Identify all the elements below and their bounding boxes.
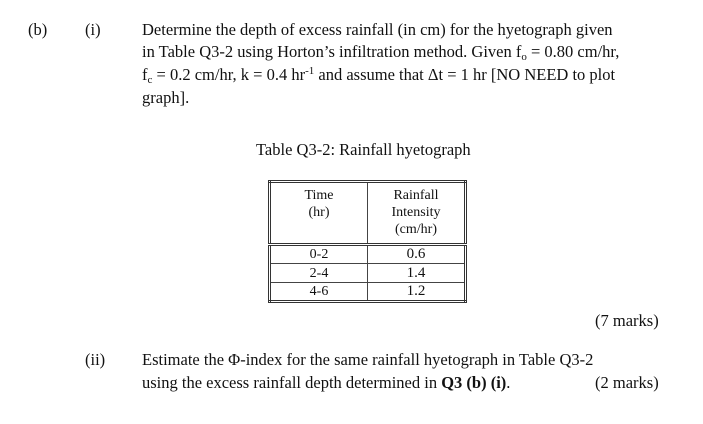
question-reference: Q3 (b) (i) xyxy=(441,373,507,392)
table-caption: Table Q3-2: Rainfall hyetograph xyxy=(256,140,471,159)
header-rainfall-intensity xyxy=(368,182,466,245)
hyetograph-table xyxy=(268,180,467,303)
subquestion-i-label: (i) xyxy=(85,20,101,39)
table-row xyxy=(270,264,466,283)
time-cell: 4-6 xyxy=(270,283,368,302)
marks-i: (7 marks) xyxy=(595,311,659,330)
intensity-cell: 0.6 xyxy=(368,245,466,264)
f0-subscript: o xyxy=(521,51,527,63)
header-time-line-2: (hr) xyxy=(308,205,330,220)
time-cell: 2-4 xyxy=(270,264,368,283)
question-ii-line-2-text: using the excess rainfall depth determined in xyxy=(142,373,442,392)
fc-subscript: c xyxy=(147,74,153,86)
time-cell: 0-2 xyxy=(270,245,368,264)
question-i-line-2-text: in Table Q3-2 using Horton’s infiltration method. Given f xyxy=(142,42,522,61)
question-i-line-4: graph]. xyxy=(142,88,190,107)
header-rain-line-2: Intensity xyxy=(391,205,441,220)
question-i-line-3 xyxy=(142,64,615,87)
table-row xyxy=(270,245,466,264)
question-i-line-2 xyxy=(142,41,619,64)
header-time-line-1: Time xyxy=(304,188,334,203)
intensity-cell: 1.4 xyxy=(368,264,466,283)
question-i-line-2-value: = 0.80 cm/hr, xyxy=(526,42,620,61)
subquestion-ii-label: (ii) xyxy=(85,350,106,369)
table-row xyxy=(270,283,466,302)
header-rain-line-1: Rainfall xyxy=(393,188,439,203)
table-header-row xyxy=(270,182,466,245)
question-ii-line-2-end: . xyxy=(506,373,511,392)
question-i-line-3-mid: = 0.2 cm/hr, k = 0.4 hr xyxy=(152,65,306,84)
question-ii-line-1: Estimate the Φ-index for the same rainfall hyetograph in Table Q3-2 xyxy=(142,350,594,369)
question-i-line-1: Determine the depth of excess rainfall (in cm) for the hyetograph given xyxy=(142,20,613,39)
header-rain-line-3: (cm/hr) xyxy=(395,222,437,237)
question-i-line-3-rest: and assume that Δt = 1 hr [NO NEED to plot xyxy=(314,65,616,84)
marks-ii: (2 marks) xyxy=(595,373,659,392)
question-ii-line-2 xyxy=(142,372,510,395)
intensity-cell: 1.2 xyxy=(368,283,466,302)
fc-symbol: f xyxy=(142,65,148,84)
part-label: (b) xyxy=(28,20,48,39)
k-unit-superscript: -1 xyxy=(305,65,315,77)
header-time xyxy=(270,182,368,245)
